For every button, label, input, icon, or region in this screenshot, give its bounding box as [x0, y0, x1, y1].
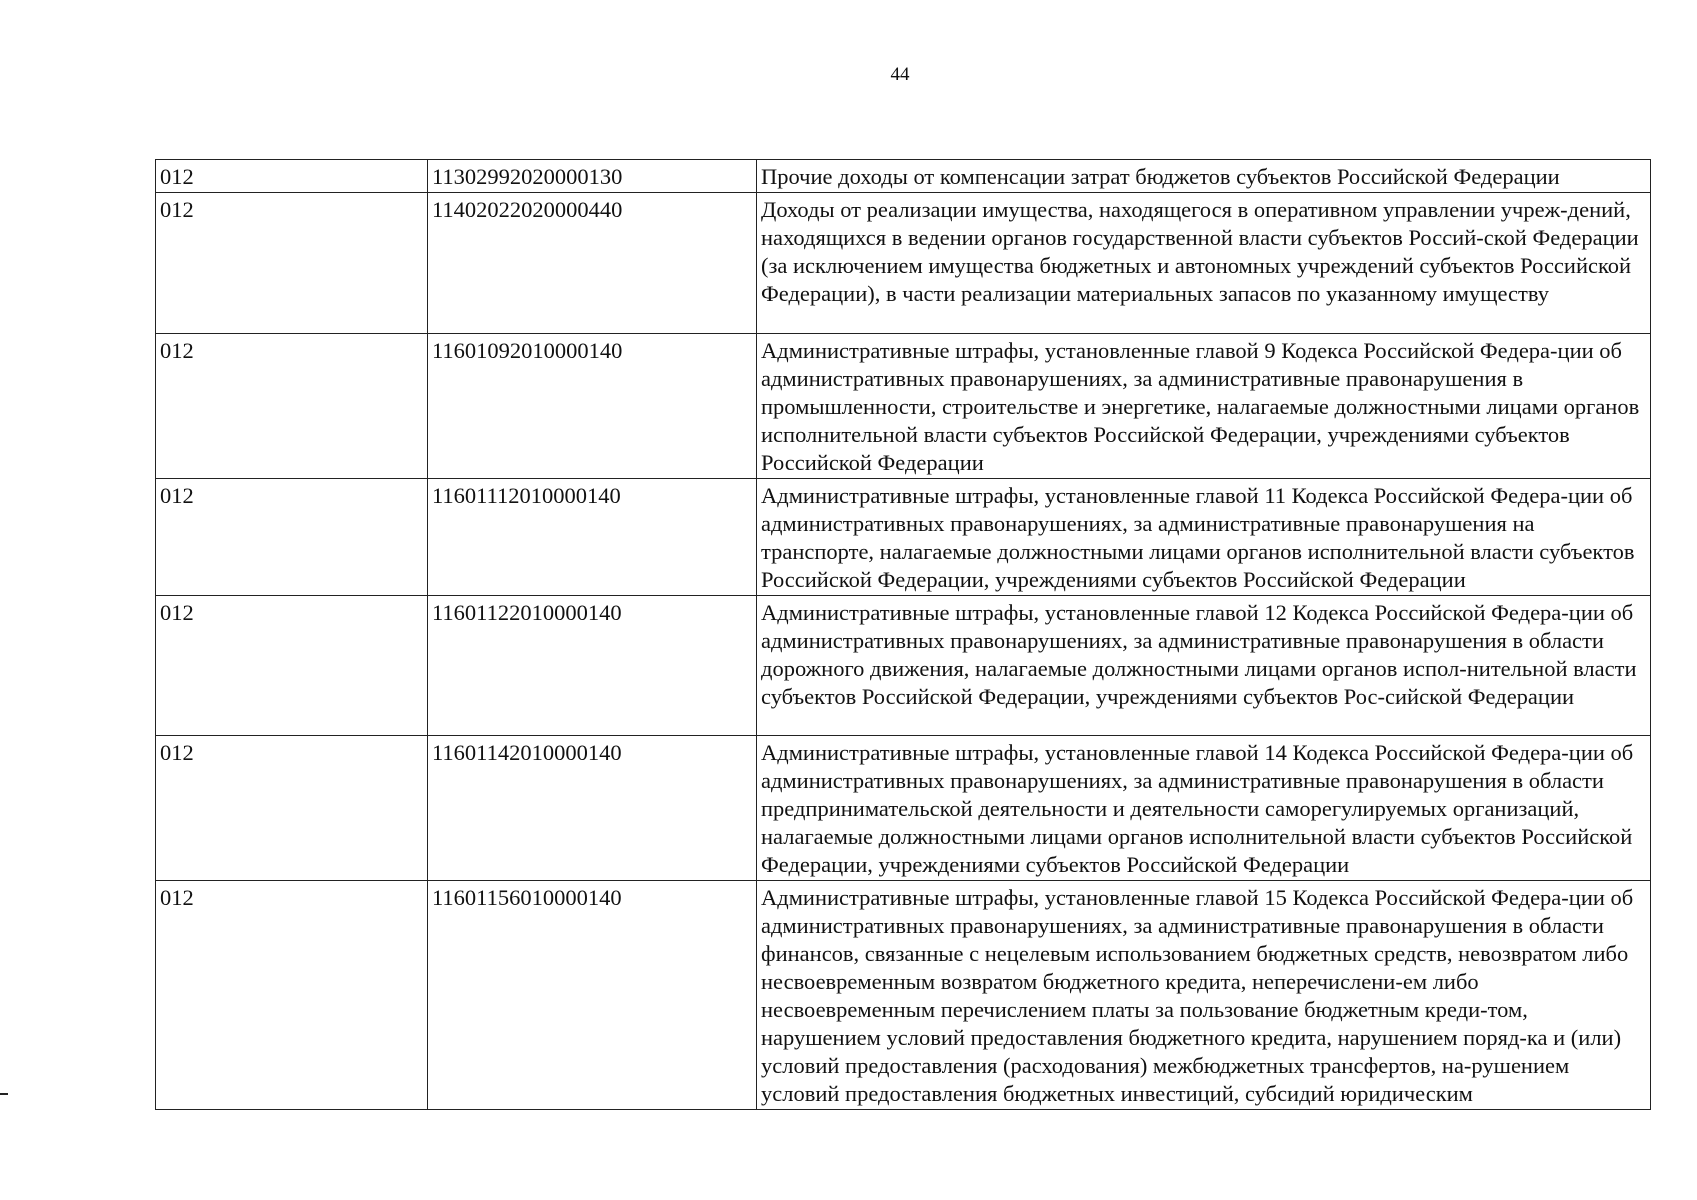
table-row — [156, 334, 1651, 479]
kbk-code-cell: 11601122010000140 — [428, 596, 757, 736]
margin-mark — [0, 1093, 8, 1095]
description-cell: Прочие доходы от компенсации затрат бюджетов субъектов Российской Федерации — [757, 160, 1651, 193]
table-row — [156, 736, 1651, 881]
table-row — [156, 193, 1651, 334]
admin-code-cell: 012 — [156, 193, 428, 334]
table-row — [156, 596, 1651, 736]
description-cell: Административные штрафы, установленные главой 11 Кодекса Российской Федера-ции об административных правонарушениях, за административные правонарушения на транспорте, налагаемые должностными лицами органов исполнительной власти субъектов Российской Федерации, учреждениями субъектов Российской Федерации — [757, 479, 1651, 596]
table-body — [156, 160, 1651, 1110]
description-cell: Административные штрафы, установленные главой 14 Кодекса Российской Федера-ции об административных правонарушениях, за административные правонарушения в области предпринимательской деятельности и деятельности саморегулируемых организаций, налагаемые должностными лицами органов исполнительной власти субъектов Российской Федерации, учреждениями субъектов Российской Федерации — [757, 736, 1651, 881]
table-row — [156, 881, 1651, 1110]
page-number: 44 — [890, 64, 910, 85]
description-cell: Административные штрафы, установленные главой 15 Кодекса Российской Федера-ции об административных правонарушениях, за административные правонарушения в области финансов, связанные с нецелевым использованием бюджетных средств, невозвратом либо несвоевременным возвратом бюджетного кредита, неперечислени-ем либо несвоевременным перечислением платы за пользование бюджетным креди-том, нарушением условий предоставления бюджетного кредита, нарушением поряд-ка и (или) условий предоставления (расходования) межбюджетных трансфертов, на-рушением условий предоставления бюджетных инвестиций, субсидий юридическим — [757, 881, 1651, 1110]
admin-code-cell: 012 — [156, 334, 428, 479]
admin-code-cell: 012 — [156, 479, 428, 596]
kbk-code-cell: 11601156010000140 — [428, 881, 757, 1110]
description-cell: Административные штрафы, установленные главой 9 Кодекса Российской Федера-ции об административных правонарушениях, за административные правонарушения в промышленности, строительстве и энергетике, налагаемые должностными лицами органов исполнительной власти субъектов Российской Федерации, учреждениями субъектов Российской Федерации — [757, 334, 1651, 479]
revenue-codes-table — [155, 159, 1651, 1110]
kbk-code-cell: 11601142010000140 — [428, 736, 757, 881]
admin-code-cell: 012 — [156, 596, 428, 736]
kbk-code-cell: 11601092010000140 — [428, 334, 757, 479]
admin-code-cell: 012 — [156, 736, 428, 881]
admin-code-cell: 012 — [156, 160, 428, 193]
kbk-code-cell: 11601112010000140 — [428, 479, 757, 596]
description-cell: Доходы от реализации имущества, находящегося в оперативном управлении учреж-дений, находящихся в ведении органов государственной власти субъектов Россий-ской Федерации (за исключением имущества бюджетных и автономных учреждений субъектов Российской Федерации), в части реализации материальных запасов по указанному имуществу — [757, 193, 1651, 334]
table-row — [156, 160, 1651, 193]
table-row — [156, 479, 1651, 596]
kbk-code-cell: 11302992020000130 — [428, 160, 757, 193]
admin-code-cell: 012 — [156, 881, 428, 1110]
description-cell: Административные штрафы, установленные главой 12 Кодекса Российской Федера-ции об административных правонарушениях, за административные правонарушения в области дорожного движения, налагаемые должностными лицами органов испол-нительной власти субъектов Российской Федерации, учреждениями субъектов Рос-сийской Федерации — [757, 596, 1651, 736]
kbk-code-cell: 11402022020000440 — [428, 193, 757, 334]
